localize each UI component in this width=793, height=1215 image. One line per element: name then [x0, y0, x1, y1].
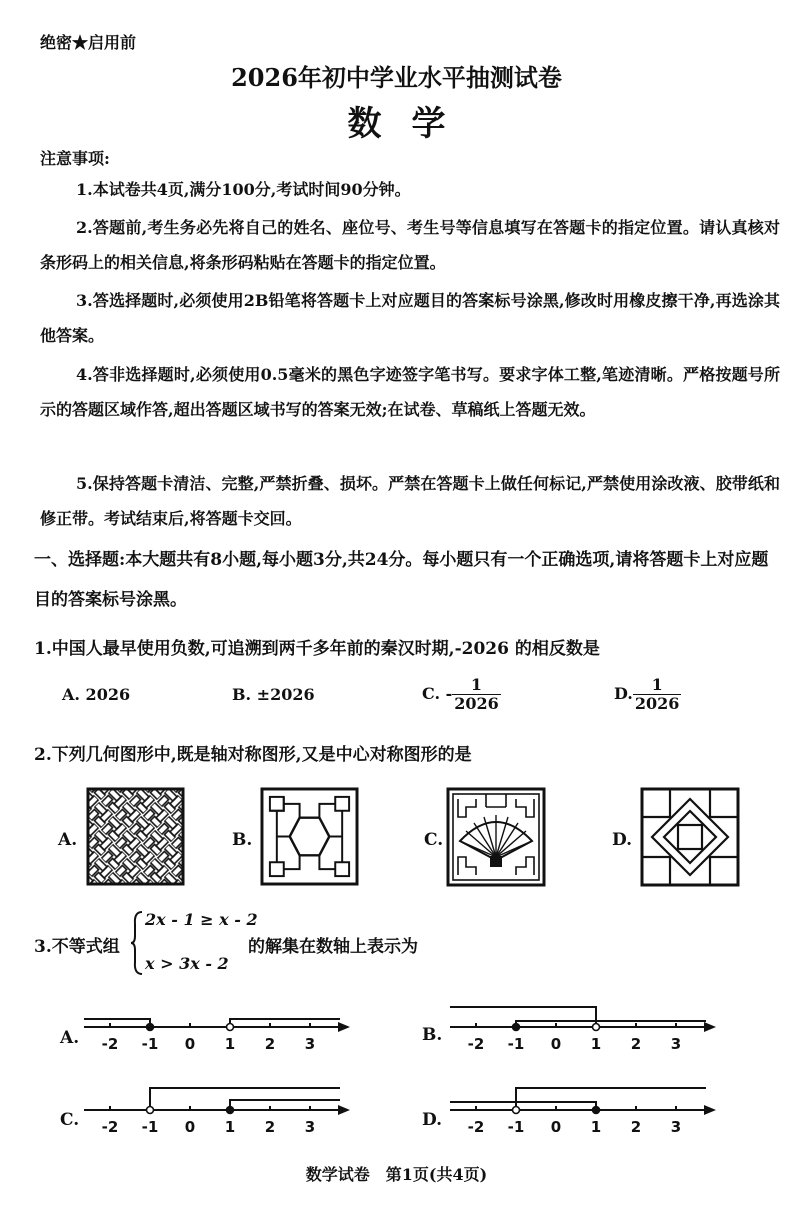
- axis-tick-label: -2: [467, 1035, 485, 1053]
- subject-title: 数学: [347, 104, 476, 144]
- axis-tick-label: 2: [264, 1035, 276, 1053]
- q1-option-b: B. ±2026: [232, 685, 315, 704]
- axis-tick-label: -1: [141, 1035, 159, 1053]
- axis-tick-label: 3: [304, 1118, 316, 1136]
- solution-ray: [450, 1007, 596, 1027]
- q1-option-d-fraction: [633, 676, 682, 713]
- section-heading: 一、选择题:本大题共有8小题,每小题3分,共24分。每小题只有一个正确选项,请将答题卡上对应题目的答案标号涂黑。: [34, 550, 769, 610]
- axis-arrow-icon: [338, 1022, 350, 1032]
- q1-option-d-denominator: 2026: [634, 694, 680, 713]
- axis-tick-label: 2: [630, 1118, 642, 1136]
- axis-tick-label: 2: [630, 1035, 642, 1053]
- open-point: [227, 1024, 234, 1031]
- q3-stem-suffix: 的解集在数轴上表示为: [248, 937, 418, 957]
- solution-ray: [84, 1019, 150, 1027]
- q1-option-c-fraction: [452, 676, 501, 713]
- q2-figure-b: [260, 787, 359, 886]
- axis-tick-label: 2: [264, 1118, 276, 1136]
- axis-tick-label: -1: [507, 1035, 525, 1053]
- q3-label-b: B.: [422, 1025, 443, 1045]
- axis-arrow-icon: [704, 1022, 716, 1032]
- solution-ray: [230, 1019, 340, 1027]
- q1-option-d: [614, 676, 681, 713]
- q2-label-d: D.: [612, 830, 633, 850]
- solution-ray: [230, 1100, 340, 1110]
- q3-label-d: D.: [422, 1110, 443, 1130]
- q1-option-c-prefix: C. -: [422, 684, 453, 703]
- solution-ray: [450, 1102, 596, 1110]
- q3-number-line-b: [446, 995, 718, 1055]
- axis-tick-label: 0: [184, 1035, 196, 1053]
- axis-tick-label: 1: [590, 1035, 602, 1053]
- q3-number-line-a: [80, 995, 352, 1055]
- axis-tick-label: -2: [101, 1035, 119, 1053]
- open-point: [513, 1107, 520, 1114]
- page-footer: 数学试卷 第1页(共4页): [305, 1165, 488, 1184]
- brace-icon: [130, 910, 144, 976]
- axis-tick-label: 0: [550, 1118, 562, 1136]
- q3-stem-prefix: 3.不等式组: [34, 937, 120, 957]
- closed-point: [227, 1107, 234, 1114]
- q3-inequality-2: x > 3x - 2: [145, 954, 229, 973]
- notice-heading: 注意事项:: [40, 149, 110, 168]
- q3-number-line-d: [446, 1078, 718, 1138]
- axis-tick-label: 3: [304, 1035, 316, 1053]
- q1-option-a: A. 2026: [62, 685, 131, 704]
- q2-figure-d: [640, 787, 740, 887]
- axis-tick-label: 1: [224, 1118, 236, 1136]
- q2-figure-c: [446, 787, 546, 887]
- axis-tick-label: 0: [550, 1035, 562, 1053]
- confidential-label: 绝密★启用前: [40, 33, 137, 52]
- axis-tick-label: 1: [590, 1118, 602, 1136]
- open-point: [147, 1107, 154, 1114]
- open-point: [593, 1024, 600, 1031]
- notice-item-4: 4.答非选择题时,必须使用0.5毫米的黑色字迹签字笔书写。要求字体工整,笔迹清晰。严格按题号所示的答题区域作答,超出答题区域书写的答案无效;在试卷、草稿纸上答题无效。: [40, 365, 780, 419]
- q2-label-b: B.: [232, 830, 253, 850]
- q2-label-c: C.: [424, 830, 444, 850]
- axis-arrow-icon: [338, 1105, 350, 1115]
- q3-inequality-1: 2x - 1 ≥ x - 2: [145, 910, 258, 929]
- q2-figure-a: [86, 787, 185, 886]
- axis-tick-label: -2: [101, 1118, 119, 1136]
- axis-tick-label: -2: [467, 1118, 485, 1136]
- q1-option-d-numerator: 1: [633, 676, 682, 695]
- q3-number-line-c: [80, 1078, 352, 1138]
- q1-stem: 1.中国人最早使用负数,可追溯到两千多年前的秦汉时期,-2026 的相反数是: [34, 639, 600, 659]
- axis-tick-label: -1: [141, 1118, 159, 1136]
- axis-tick-label: 3: [670, 1035, 682, 1053]
- q1-option-c-denominator: 2026: [454, 694, 499, 713]
- notice-item-2: 2.答题前,考生务必先将自己的姓名、座位号、考生号等信息填写在答题卡的指定位置。请认真核对条形码上的相关信息,将条形码粘贴在答题卡的指定位置。: [40, 218, 780, 272]
- axis-tick-label: 3: [670, 1118, 682, 1136]
- q3-label-a: A.: [60, 1028, 80, 1048]
- notice-item-1: 1.本试卷共4页,满分100分,考试时间90分钟。: [76, 180, 411, 199]
- q2-stem: 2.下列几何图形中,既是轴对称图形,又是中心对称图形的是: [34, 745, 472, 765]
- closed-point: [147, 1024, 154, 1031]
- solution-ray: [516, 1088, 706, 1110]
- notice-item-3: 3.答选择题时,必须使用2B铅笔将答题卡上对应题目的答案标号涂黑,修改时用橡皮擦干净,再选涂其他答案。: [40, 291, 780, 345]
- closed-point: [513, 1024, 520, 1031]
- axis-tick-label: 0: [184, 1118, 196, 1136]
- notice-item-5: 5.保持答题卡清洁、完整,严禁折叠、损坏。严禁在答题卡上做任何标记,严禁使用涂改液、胶带纸和修正带。考试结束后,将答题卡交回。: [40, 474, 780, 528]
- q1-option-c: [422, 676, 501, 713]
- q2-label-a: A.: [58, 830, 78, 850]
- q1-option-c-numerator: 1: [452, 676, 501, 695]
- exam-title: 2026年初中学业水平抽测试卷: [231, 63, 562, 92]
- q1-option-d-prefix: D.: [614, 684, 633, 703]
- q3-label-c: C.: [60, 1110, 80, 1130]
- axis-arrow-icon: [704, 1105, 716, 1115]
- closed-point: [593, 1107, 600, 1114]
- axis-tick-label: 1: [224, 1035, 236, 1053]
- axis-tick-label: -1: [507, 1118, 525, 1136]
